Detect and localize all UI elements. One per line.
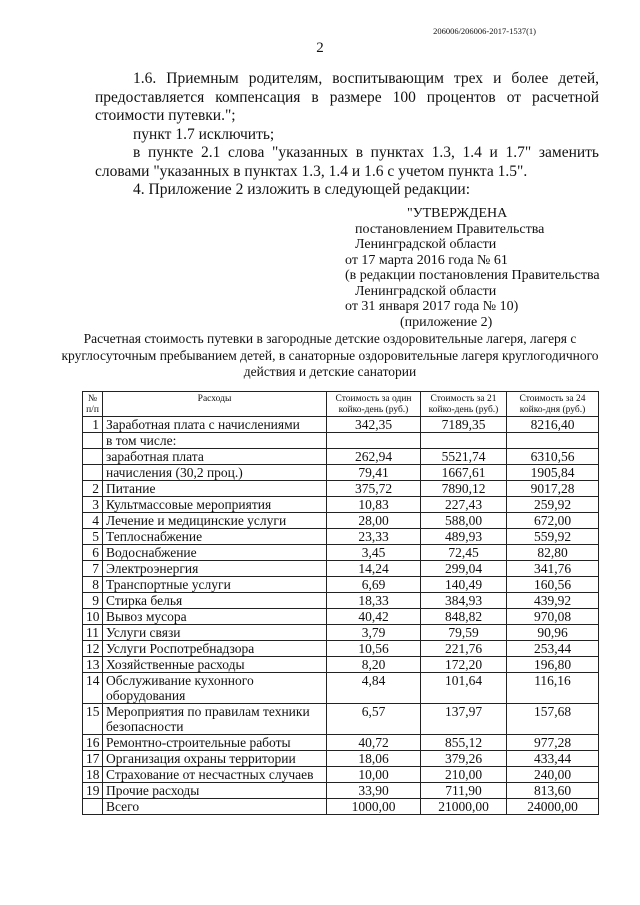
paragraph-appendix-2: 4. Приложение 2 изложить в следующей редакции:: [133, 181, 471, 198]
cost-per-day: 40,72: [327, 735, 421, 751]
cost-per-21-days: 21000,00: [421, 799, 507, 815]
row-number: 8: [83, 577, 103, 593]
cost-per-24-days: 90,96: [507, 625, 599, 641]
cost-per-21-days: 7189,35: [421, 417, 507, 433]
row-number: 19: [83, 783, 103, 799]
page-number: 2: [316, 40, 324, 56]
cost-per-21-days: 588,00: [421, 513, 507, 529]
table-row: [83, 625, 599, 641]
table-row: [83, 497, 599, 513]
table-row: [83, 783, 599, 799]
row-number: 2: [83, 481, 103, 497]
paragraph-2-1-replace: в пункте 2.1 слова "указанных в пунктах 1.3, 1.4 и 1.7" заменить словами "указанных в пунктах 1.3, 1.4 и 1.6 с учетом пункта 1.5".: [95, 144, 599, 180]
cost-per-24-days: 6310,56: [507, 449, 599, 465]
cost-per-21-days: 489,93: [421, 529, 507, 545]
cost-per-21-days: 137,97: [421, 704, 507, 735]
cost-per-day: 10,56: [327, 641, 421, 657]
cost-per-21-days: 379,26: [421, 751, 507, 767]
cost-per-21-days: 1667,61: [421, 465, 507, 481]
table-row: [83, 417, 599, 433]
cost-per-day: 79,41: [327, 465, 421, 481]
row-number: 3: [83, 497, 103, 513]
cost-per-21-days: 101,64: [421, 673, 507, 704]
cost-per-21-days: 221,76: [421, 641, 507, 657]
header-per-day: Стоимость за один койко-день (руб.): [327, 392, 421, 417]
expense-name: Культмассовые мероприятия: [103, 497, 327, 513]
expense-name: в том числе:: [103, 433, 327, 449]
expense-name: Услуги Роспотребнадзора: [103, 641, 327, 657]
header-num: № п/п: [83, 392, 103, 417]
cost-per-day: 18,06: [327, 751, 421, 767]
cost-per-day: 6,69: [327, 577, 421, 593]
cost-per-24-days: 977,28: [507, 735, 599, 751]
cost-per-day: 6,57: [327, 704, 421, 735]
cost-per-24-days: 433,44: [507, 751, 599, 767]
expense-name: Вывоз мусора: [103, 609, 327, 625]
table-row: [83, 704, 599, 735]
cost-per-24-days: 341,76: [507, 561, 599, 577]
row-number: 11: [83, 625, 103, 641]
cost-per-24-days: 439,92: [507, 593, 599, 609]
cost-per-24-days: 160,56: [507, 577, 599, 593]
cost-per-day: 8,20: [327, 657, 421, 673]
cost-per-21-days: 7890,12: [421, 481, 507, 497]
header-expenses: Расходы: [103, 392, 327, 417]
expense-name: Хозяйственные расходы: [103, 657, 327, 673]
table-row: [83, 609, 599, 625]
expense-name: Ремонтно-строительные работы: [103, 735, 327, 751]
approval-block: [345, 206, 615, 330]
table-caption: Расчетная стоимость путевки в загородные детские оздоровительные лагеря, лагеря с круглосуточным пребыванием детей, в санаторные оздоровительные лагеря круглогодичного действия и детские санатории: [61, 331, 599, 379]
cost-per-24-days: 240,00: [507, 767, 599, 783]
expense-name: Водоснабжение: [103, 545, 327, 561]
table-row: [83, 767, 599, 783]
cost-per-21-days: 848,82: [421, 609, 507, 625]
row-number: 4: [83, 513, 103, 529]
expense-name: Всего: [103, 799, 327, 815]
cost-per-day: 10,83: [327, 497, 421, 513]
cost-per-24-days: 82,80: [507, 545, 599, 561]
expense-name: Организация охраны территории: [103, 751, 327, 767]
expense-name: Транспортные услуги: [103, 577, 327, 593]
approval-line: (приложение 2): [400, 314, 493, 330]
expense-name: Стирка белья: [103, 593, 327, 609]
row-number: 15: [83, 704, 103, 735]
cost-per-day: 10,00: [327, 767, 421, 783]
row-number: 9: [83, 593, 103, 609]
table-row: [83, 561, 599, 577]
document-id: 206006/206006-2017-1537(1): [433, 26, 536, 36]
table-row: [83, 735, 599, 751]
row-number: 16: [83, 735, 103, 751]
cost-per-day: 4,84: [327, 673, 421, 704]
row-number: 14: [83, 673, 103, 704]
cost-per-21-days: 140,49: [421, 577, 507, 593]
amendment-text: [95, 70, 599, 200]
row-number: 18: [83, 767, 103, 783]
expense-name: Питание: [103, 481, 327, 497]
cost-per-21-days: 299,04: [421, 561, 507, 577]
header-per-21-days: Стоимость за 21 койко-день (руб.): [421, 392, 507, 417]
expense-name: заработная плата: [103, 449, 327, 465]
cost-per-21-days: 855,12: [421, 735, 507, 751]
expense-name: Мероприятия по правилам техники безопасности: [103, 704, 327, 735]
table-row: [83, 545, 599, 561]
row-number: 5: [83, 529, 103, 545]
cost-per-21-days: [421, 433, 507, 449]
cost-per-day: 33,90: [327, 783, 421, 799]
cost-per-24-days: 970,08: [507, 609, 599, 625]
cost-per-24-days: 813,60: [507, 783, 599, 799]
cost-per-21-days: 79,59: [421, 625, 507, 641]
expense-name: Страхование от несчастных случаев: [103, 767, 327, 783]
cost-per-24-days: 116,16: [507, 673, 599, 704]
table-row: [83, 513, 599, 529]
approval-line: от 31 января 2017 года № 10): [345, 299, 519, 314]
table-row: [83, 481, 599, 497]
row-number: [83, 449, 103, 465]
cost-per-day: 40,42: [327, 609, 421, 625]
cost-per-21-days: 210,00: [421, 767, 507, 783]
cost-per-24-days: [507, 433, 599, 449]
expense-name: Услуги связи: [103, 625, 327, 641]
cost-per-day: 375,72: [327, 481, 421, 497]
cost-per-21-days: 711,90: [421, 783, 507, 799]
cost-per-24-days: 1905,84: [507, 465, 599, 481]
row-number: 1: [83, 417, 103, 433]
cost-per-day: 28,00: [327, 513, 421, 529]
header-per-24-days: Стоимость за 24 койко-дня (руб.): [507, 392, 599, 417]
expense-name: Обслуживание кухонного оборудования: [103, 673, 327, 704]
table-row: [83, 465, 599, 481]
paragraph-exclude-1-7: пункт 1.7 исключить;: [133, 125, 275, 143]
expense-name: Электроэнергия: [103, 561, 327, 577]
cost-per-day: 3,79: [327, 625, 421, 641]
cost-per-day: 342,35: [327, 417, 421, 433]
cost-per-day: 18,33: [327, 593, 421, 609]
cost-per-day: 262,94: [327, 449, 421, 465]
table-row: [83, 799, 599, 815]
table-row: [83, 449, 599, 465]
cost-per-21-days: 72,45: [421, 545, 507, 561]
cost-per-21-days: 227,43: [421, 497, 507, 513]
cost-table: [82, 391, 599, 815]
cost-per-24-days: 672,00: [507, 513, 599, 529]
approval-line: от 17 марта 2016 года № 61: [345, 252, 508, 268]
expense-name: начисления (30,2 проц.): [103, 465, 327, 481]
cost-per-day: 14,24: [327, 561, 421, 577]
cost-per-24-days: 24000,00: [507, 799, 599, 815]
table-header-row: [83, 392, 599, 417]
table-row: [83, 577, 599, 593]
expense-name: Теплоснабжение: [103, 529, 327, 545]
expense-name: Прочие расходы: [103, 783, 327, 799]
cost-per-day: 3,45: [327, 545, 421, 561]
approval-title: "УТВЕРЖДЕНА: [407, 206, 508, 221]
row-number: 13: [83, 657, 103, 673]
row-number: 10: [83, 609, 103, 625]
row-number: 17: [83, 751, 103, 767]
table-row: [83, 529, 599, 545]
table-row: [83, 641, 599, 657]
cost-per-24-days: 559,92: [507, 529, 599, 545]
expense-name: Лечение и медицинские услуги: [103, 513, 327, 529]
table-row: [83, 673, 599, 704]
cost-per-day: [327, 433, 421, 449]
row-number: 7: [83, 561, 103, 577]
table-row: [83, 657, 599, 673]
cost-per-24-days: 259,92: [507, 497, 599, 513]
cost-per-21-days: 384,93: [421, 593, 507, 609]
cost-per-21-days: 172,20: [421, 657, 507, 673]
approval-line: Ленинградской области: [355, 283, 497, 299]
cost-per-24-days: 196,80: [507, 657, 599, 673]
cost-per-21-days: 5521,74: [421, 449, 507, 465]
approval-line: Ленинградской области: [355, 237, 497, 252]
row-number: 12: [83, 641, 103, 657]
paragraph-1-6: 1.6. Приемным родителям, воспитывающим трех и более детей, предоставляется компенсация в размере 100 процентов от расчетной стоимости путевки.";: [95, 70, 599, 124]
cost-per-24-days: 253,44: [507, 641, 599, 657]
cost-per-day: 23,33: [327, 529, 421, 545]
cost-per-24-days: 8216,40: [507, 417, 599, 433]
row-number: [83, 465, 103, 481]
approval-line: (в редакции постановления Правительства: [345, 268, 600, 283]
expense-name: Заработная плата с начислениями: [103, 417, 327, 433]
cost-per-24-days: 157,68: [507, 704, 599, 735]
table-row: [83, 593, 599, 609]
row-number: 6: [83, 545, 103, 561]
approval-line: постановлением Правительства: [355, 221, 545, 237]
row-number: [83, 799, 103, 815]
table-row: [83, 433, 599, 449]
cost-per-24-days: 9017,28: [507, 481, 599, 497]
cost-per-day: 1000,00: [327, 799, 421, 815]
row-number: [83, 433, 103, 449]
table-row: [83, 751, 599, 767]
